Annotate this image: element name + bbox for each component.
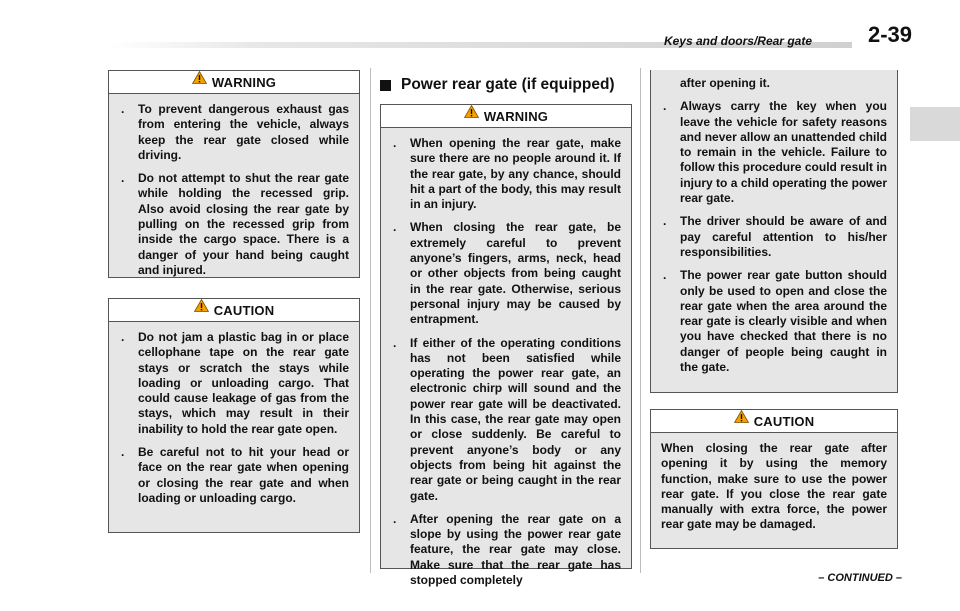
list-item: . The driver should be aware of and pay careful attention to his/her responsibilities. bbox=[663, 214, 887, 259]
caution-header bbox=[109, 299, 359, 322]
running-header: Keys and doors/Rear gate bbox=[663, 34, 812, 48]
caution-box bbox=[108, 298, 360, 533]
list-item: . Be careful not to hit your head or face on the rear gate when opening or closing the rear gate and when loading or unloading cargo. bbox=[121, 445, 349, 505]
warning-triangle-icon bbox=[192, 71, 207, 84]
column-2 bbox=[380, 76, 632, 588]
column-3 bbox=[650, 70, 898, 549]
column-divider bbox=[370, 68, 371, 573]
warning-title: WARNING bbox=[211, 74, 277, 90]
column-1 bbox=[108, 70, 360, 533]
warning-triangle-icon bbox=[194, 299, 209, 312]
caution-header bbox=[651, 410, 897, 433]
list-item: . When opening the rear gate, make sure there are no people around it. If the rear gate, by any chance, should hit a part of the body, this may result in an injury. bbox=[393, 136, 621, 212]
warning-header bbox=[109, 71, 359, 94]
section-square-icon bbox=[380, 80, 391, 91]
warning-title: WARNING bbox=[483, 108, 549, 124]
list-item: . Always carry the key when you leave the vehicle for safety reasons and never allow an unattended child to remain in the vehicle. Failure to follow this procedure could result in injury to a child operating the power rear gate. bbox=[663, 99, 887, 206]
list-item: . Do not jam a plastic bag in or place cellophane tape on the rear gate stays or scratch the stays while loading or unloading cargo. That could cause leakage of gas from the stays, which may result in their inability to hold the rear gate open. bbox=[121, 330, 349, 436]
list-item: . To prevent dangerous exhaust gas from entering the vehicle, always keep the rear gate closed while driving. bbox=[121, 102, 349, 162]
caution-box bbox=[650, 409, 898, 549]
continued-label: – CONTINUED – bbox=[818, 572, 902, 584]
warning-triangle-icon bbox=[734, 410, 749, 423]
chapter-tab bbox=[910, 107, 960, 141]
list-item: . When closing the rear gate, be extremely careful to prevent anyone’s fingers, arms, neck, head or other objects from being caught in the rear gate. Otherwise, serious personal injury may be caused by entrapment. bbox=[393, 220, 621, 327]
column-divider bbox=[640, 68, 641, 573]
list-item: . If either of the operating conditions has not been satisfied while operating the power rear gate, an electronic chirp will sound and the power rear gate will be deactivated. In this case, the rear gate may open or close suddenly. Be careful to prevent anyone’s body or any objects from being hit against the rear gate or being caught in the rear gate. bbox=[393, 335, 621, 503]
continued-text: after opening it. bbox=[680, 76, 770, 90]
list-item: . The power rear gate button should only be used to open and close the rear gate when the area around the rear gate is clearly visible and when you have checked that there is no danger of people being caught in the gate. bbox=[663, 268, 887, 375]
warning-box bbox=[380, 104, 632, 588]
warning-box-continued bbox=[650, 70, 898, 393]
caution-title: CAUTION bbox=[753, 413, 815, 429]
section-title: Power rear gate (if equipped) bbox=[380, 76, 632, 94]
warning-triangle-icon bbox=[464, 105, 479, 118]
list-item: . After opening the rear gate on a slope by using the power rear gate feature, the rear gate may close. Make sure that the rear gate has stopped completely bbox=[393, 511, 621, 588]
caution-text: When closing the rear gate after opening it by using the memory function, make sure to use the power rear gate. If you close the rear gate manually with extra force, the power rear gate may be damaged. bbox=[661, 441, 887, 532]
warning-header bbox=[381, 105, 631, 128]
page-number: 2-39 bbox=[868, 22, 913, 47]
list-item: . Do not attempt to shut the rear gate while holding the recessed grip. Also avoid closing the rear gate by pulling on the recessed grip from inside the cargo space. There is a danger of your hand being caught and injured. bbox=[121, 171, 349, 277]
caution-title: CAUTION bbox=[213, 302, 275, 318]
warning-box bbox=[108, 70, 360, 278]
